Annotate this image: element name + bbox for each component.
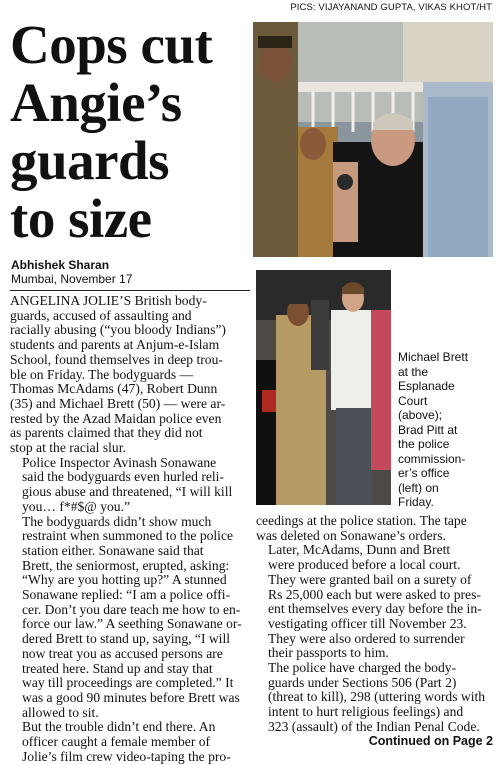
caption-line: Esplanade [398, 379, 455, 393]
article-line: They were granted bail on a surety of [268, 571, 472, 587]
article-line: force our law.” A seething Sonawane or- [22, 616, 242, 632]
article-line: was deleted on Sonawane’s orders. [256, 527, 446, 543]
article-line: The bodyguards didn’t show much [22, 513, 212, 529]
article-line: allowed to sit. [22, 704, 99, 720]
caption-line: Court [398, 393, 428, 408]
article-paragraph [10, 294, 250, 456]
photo-michael-brett [253, 22, 493, 257]
article-line: “Why are you hotting up?” A stunned [22, 572, 227, 588]
article-column-1 [10, 294, 250, 765]
article-line: ble on Friday. The bodyguards — [10, 366, 194, 382]
article-paragraph [10, 515, 250, 721]
continued-on-page-2[interactable]: Continued on Page 2 [368, 734, 493, 748]
article-paragraph [256, 543, 493, 661]
article-column-2 [256, 514, 493, 735]
article-line: 323 (assault) of the Indian Penal Code. [268, 718, 480, 734]
article-line: as parents claimed that they did not [10, 425, 203, 441]
article-line: Thomas McAdams (47), Robert Dunn [10, 381, 218, 397]
article-line: cer. Don’t you dare teach me how to en- [22, 601, 241, 617]
article-line: guards, accused of assaulting and [10, 307, 192, 323]
article-line: vestigating officer till November 23. [268, 615, 467, 631]
article-line: Rs 25,000 each but were asked to pres- [268, 586, 481, 602]
byline-author: Abhishek Sharan [11, 258, 110, 272]
caption-line: (above); [398, 408, 443, 422]
article-line: The police have charged the body- [268, 660, 457, 676]
article-paragraph [256, 661, 493, 735]
article-line: their passports to him. [268, 645, 389, 661]
article-line: Brett, the seniormost, erupted, asking: [22, 557, 230, 573]
article-line: was a good 90 minutes before Brett was [22, 689, 240, 705]
article-line: ceedings at the police station. The tape [256, 513, 467, 528]
article-line: (35) and Michael Brett (50) — were ar- [10, 395, 226, 411]
article-line: Jolie’s film crew video-taping the pro- [22, 748, 231, 764]
article-line: ANGELINA JOLIE’S British body- [10, 293, 207, 308]
article-paragraph [10, 720, 250, 764]
caption-line: (left) on [398, 480, 439, 495]
headline-line: Cops cut [10, 14, 213, 75]
article-line: were produced before a local court. [268, 557, 461, 573]
headline [10, 16, 250, 248]
photo-caption [398, 350, 498, 510]
photo-brad-pitt [256, 270, 391, 505]
article-line: you… f*#$@ you.” [22, 498, 131, 514]
byline-dateline: Mumbai, November 17 [11, 272, 133, 286]
article-paragraph [256, 514, 493, 543]
article-line: now treat you as accused persons are [22, 645, 223, 661]
article-line: rested by the Azad Maidan police even [10, 410, 222, 426]
article-line: dered Brett to stand up, saying, “I will [22, 631, 231, 647]
headline-line: to size [10, 188, 152, 249]
photo-credit: PICS: VIJAYANAND GUPTA, VIKAS KHOT/HT [290, 2, 492, 13]
article-line: Sonawane replied: “I am a police offi- [22, 587, 231, 603]
article-line: racially abusing (“you bloody Indians”) [10, 322, 226, 338]
article-line: But the trouble didn’t end there. An [22, 719, 216, 735]
article-line: stop at the racial slur. [10, 440, 126, 456]
article-line: officer caught a female member of [22, 734, 211, 750]
article-line: guards under Sections 506 (Part 2) [268, 674, 457, 690]
article-line: treated here. Stand up and stay that [22, 660, 213, 676]
article-line: School, found themselves in deep trou- [10, 351, 223, 367]
article-line: said the bodyguards even hurled reli- [22, 469, 224, 485]
caption-line: er’s office [398, 466, 450, 480]
caption-line: the police [398, 437, 450, 451]
byline [11, 258, 251, 286]
caption-line: Michael Brett [398, 350, 469, 364]
article-line: They were also ordered to surrender [268, 630, 465, 646]
article-line: intent to hurt religious feelings) and [268, 704, 464, 720]
headline-line: guards [10, 130, 169, 191]
caption-line: at the [398, 364, 429, 379]
article-line: students and parents at Anjum-e-Islam [10, 337, 220, 353]
headline-line: Angie’s [10, 72, 182, 133]
caption-line: Friday. [398, 495, 434, 509]
article-paragraph [10, 456, 250, 515]
article-line: gious abuse and threatened, “I will kill [22, 484, 233, 500]
article-line: ent themselves every day before the in- [268, 601, 482, 617]
article-line: Later, McAdams, Dunn and Brett [268, 542, 451, 558]
article-line: (threat to kill), 298 (uttering words with [268, 689, 486, 705]
article-line: way till proceedings are completed.” It [22, 675, 234, 691]
byline-divider [10, 290, 250, 291]
article-line: restraint when summoned to the police [22, 528, 234, 544]
article-line: station either. Sonawane said that [22, 542, 204, 558]
caption-line: Brad Pitt at [398, 422, 458, 437]
caption-line: commission- [398, 451, 466, 466]
article-line: Police Inspector Avinash Sonawane [22, 454, 217, 470]
